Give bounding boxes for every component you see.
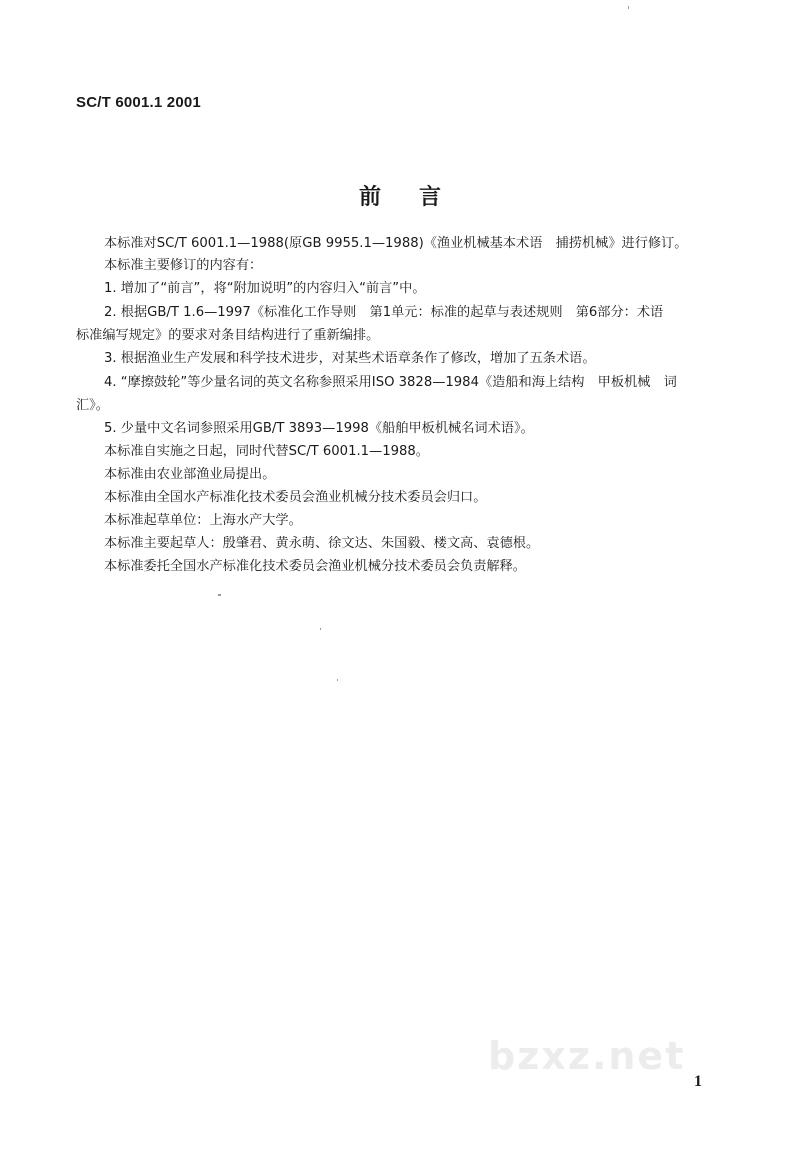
revision-item-1: 1. 增加了“前言”，将“附加说明”的内容归入“前言”中。: [104, 281, 426, 296]
centralized-by: 本标准由全国水产标准化技术委员会渔业机械分技术委员会归口。: [104, 490, 487, 505]
replacement-note: 本标准自实施之日起，同时代替SC/T 6001.1—1988。: [104, 444, 429, 459]
scan-speck: [218, 594, 221, 596]
intro-paragraph: 本标准对SC/T 6001.1—1988(原GB 9955.1—1988)《渔业机械基本术语 捕捞机械》进行修订。: [104, 236, 688, 251]
proposed-by: 本标准由农业部渔业局提出。: [104, 467, 276, 482]
standard-code: SC/T 6001.1 2001: [76, 94, 201, 111]
revision-item-4-line-2: 汇》。: [76, 398, 109, 413]
scan-speck: [337, 679, 338, 681]
revision-item-3: 3. 根据渔业生产发展和科学技术进步，对某些术语章条作了修改，增加了五条术语。: [104, 351, 596, 366]
revision-item-2-line-1: 2. 根据GB/T 1.6—1997《标准化工作导则 第1单元：标准的起草与表述规则 第6部分：术语: [104, 305, 664, 320]
interpretation-note: 本标准委托全国水产标准化技术委员会渔业机械分技术委员会负责解释。: [104, 559, 526, 574]
scan-speck: [628, 6, 629, 9]
drafters: 本标准主要起草人：殷肇君、黄永萌、徐文达、朱国毅、楼文高、袁德根。: [104, 536, 540, 551]
revision-item-2-line-2: 标准编写规定》的要求对条目结构进行了重新编排。: [76, 328, 380, 343]
page-number: 1: [694, 1073, 702, 1090]
watermark: bzxz.net: [488, 1034, 686, 1078]
revision-item-5: 5. 少量中文名词参照采用GB/T 3893—1998《船舶甲板机械名词术语》。: [104, 421, 534, 436]
drafting-unit: 本标准起草单位：上海水产大学。: [104, 513, 302, 528]
page-title: 前言: [358, 185, 479, 210]
revision-item-4-line-1: 4. “摩擦鼓轮”等少量名词的英文名称参照采用ISO 3828—1984《造船和海上结构 甲板机械 词: [104, 375, 677, 390]
scan-speck: [320, 628, 321, 630]
revision-intro: 本标准主要修订的内容有：: [104, 258, 263, 273]
